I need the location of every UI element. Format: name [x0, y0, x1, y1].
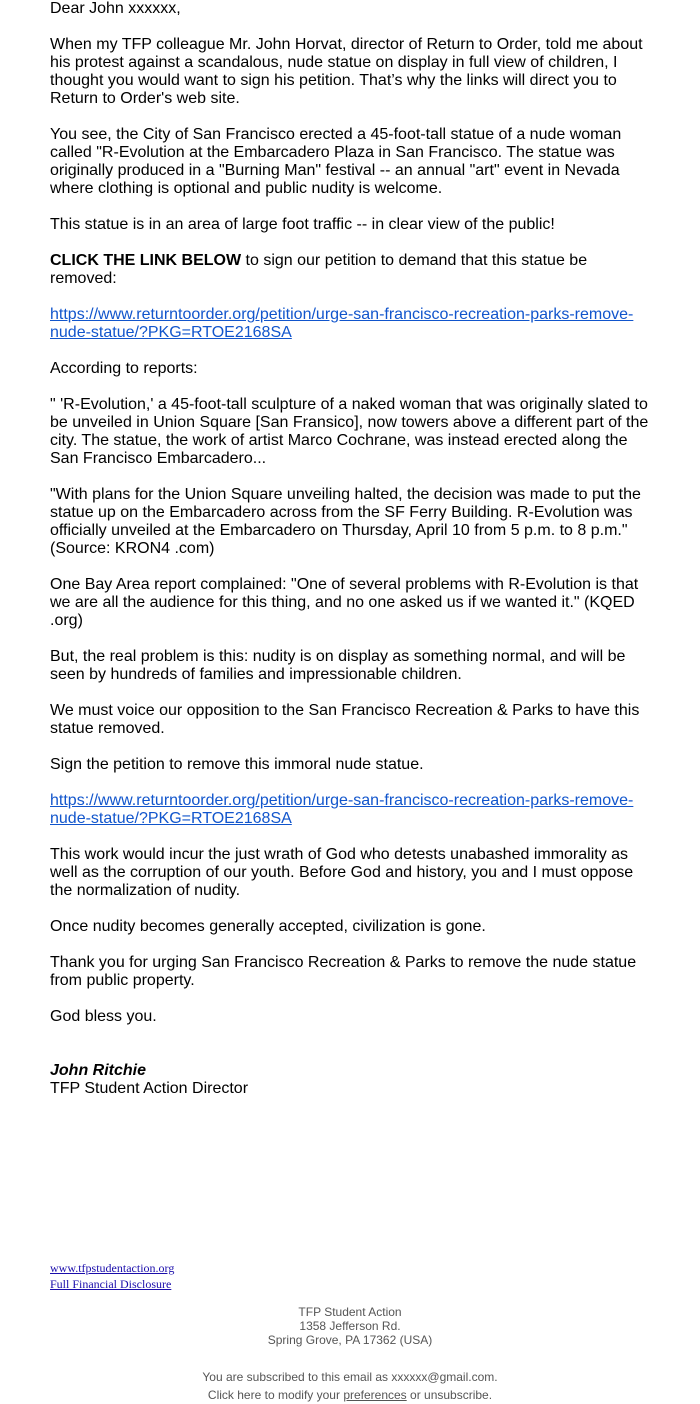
paragraph-civilization: Once nudity becomes generally accepted, civilization is gone. [50, 918, 486, 935]
petition-link-block-2 [50, 792, 655, 828]
paragraph-intro: When my TFP colleague Mr. John Horvat, director of Return to Order, told me about his protest against a scandalous, nude statue on display in full view of children, I thought you would want to sign his petition. That’s why the links will direct you to Return to Order's web site. [50, 36, 643, 107]
paragraph-reports-intro: According to reports: [50, 360, 198, 377]
financial-disclosure-link[interactable]: Full Financial Disclosure [50, 1277, 172, 1291]
preferences-link[interactable]: preferences [343, 1388, 407, 1402]
paragraph-thank-you: Thank you for urging San Francisco Recreation & Parks to remove the nude statue from public property. [50, 954, 637, 989]
signature-block [50, 1062, 655, 1098]
cta-bold-text: CLICK THE LINK BELOW [50, 252, 242, 269]
street-address: 1358 Jefferson Rd. [299, 1319, 401, 1333]
petition-link-1[interactable]: https://www.returntoorder.org/petition/urge-san-francisco-recreation-parks-remove-nude-statue/?PKG=RTOE2168SA [50, 306, 634, 341]
petition-link-2[interactable]: https://www.returntoorder.org/petition/urge-san-francisco-recreation-parks-remove-nude-statue/?PKG=RTOE2168SA [50, 792, 634, 827]
petition-link-block-1 [50, 306, 655, 342]
org-name: TFP Student Action [298, 1305, 402, 1319]
modify-suffix: or unsubscribe. [406, 1388, 493, 1402]
modify-prefix: Click here to modify your [207, 1388, 344, 1402]
footer-links [50, 1260, 174, 1292]
paragraph-voice-opposition: We must voice our opposition to the San Francisco Recreation & Parks to have this statue removed. [50, 702, 640, 737]
city-address: Spring Grove, PA 17362 (USA) [267, 1333, 433, 1347]
signature-title: TFP Student Action Director [50, 1080, 249, 1097]
mailing-address [0, 1305, 700, 1347]
paragraph-wrath-of-god: This work would incur the just wrath of God who detests unabashed immorality as well as the corruption of our youth. Before God and history, you and I must oppose the normalization of nudity. [50, 846, 634, 899]
subscription-notice [0, 1368, 700, 1404]
paragraph-foot-traffic: This statue is in an area of large foot traffic -- in clear view of the public! [50, 216, 555, 233]
signature-name: John Ritchie [50, 1062, 147, 1079]
call-to-action [50, 252, 655, 288]
email-body [50, 0, 655, 1098]
paragraph-bay-area-report: One Bay Area report complained: "One of several problems with R-Evolution is that we are all the audience for this thing, and no one asked us if we wanted it." (KQED .org) [50, 576, 639, 629]
paragraph-sign-petition: Sign the petition to remove this immoral nude statue. [50, 756, 424, 773]
quote-sculpture: " 'R-Evolution,' a 45-foot-tall sculpture of a naked woman that was originally slated to be unveiled in Union Square [San Fransico], now towers above a different part of the city. The statue, the work of artist Marco Cochrane, was instead erected along the San Francisco Embarcadero... [50, 396, 649, 467]
cta-text: to sign our petition to demand that this statue be removed: [50, 252, 588, 287]
modify-line [0, 1386, 700, 1404]
quote-unveiling: "With plans for the Union Square unveiling halted, the decision was made to put the statue up on the Embarcadero across from the SF Ferry Building. R-Evolution was officially unveiled at the Embarcadero on Thursday, April 10 from 5 p.m. to 8 p.m." (Source: KRON4 .com) [50, 486, 641, 557]
subscribed-line: You are subscribed to this email as xxxxxx@gmail.com. [202, 1370, 498, 1384]
greeting: Dear John xxxxxx, [50, 0, 181, 17]
paragraph-statue-description: You see, the City of San Francisco erected a 45-foot-tall statue of a nude woman called "R-Evolution at the Embarcadero Plaza in San Francisco. The statue was originally produced in a "Burning Man" festival -- an annual "art" event in Nevada where clothing is optional and public nudity is welcome. [50, 126, 622, 197]
site-link[interactable]: www.tfpstudentaction.org [50, 1261, 175, 1275]
paragraph-real-problem: But, the real problem is this: nudity is on display as something normal, and will be seen by hundreds of families and impressionable children. [50, 648, 626, 683]
paragraph-god-bless: God bless you. [50, 1008, 157, 1025]
